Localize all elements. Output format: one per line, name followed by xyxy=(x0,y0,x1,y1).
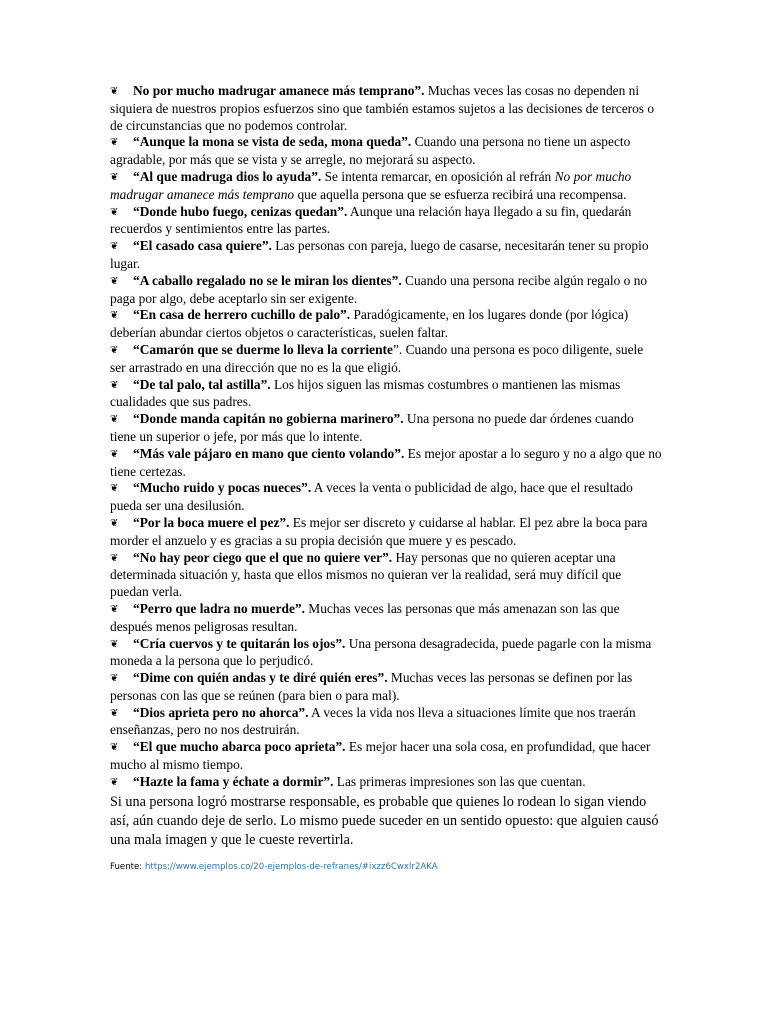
refranes-list xyxy=(110,83,662,850)
refran-explanation: Aunque una relación haya llegado a su fin, quedarán recuerdos y sentimientos entre las partes. xyxy=(110,203,632,237)
refran-explanation: Muchas veces las personas que más amenazan son las que después menos peligrosas resultan. xyxy=(110,600,620,634)
refran-item xyxy=(110,134,662,169)
fleuron-bullet-icon: ❦ xyxy=(110,483,119,495)
refran-item xyxy=(110,342,662,377)
refran-explanation: Una persona no puede dar órdenes cuando tiene un superior o jefe, por más que lo intente. xyxy=(110,411,634,444)
fleuron-bullet-icon: ❦ xyxy=(110,241,119,253)
refran-saying: “Hazte la fama y échate a dormir”. xyxy=(133,773,334,789)
source-line xyxy=(110,862,438,872)
refran-item xyxy=(110,273,662,308)
refran-saying: “El casado casa quiere”. xyxy=(133,238,272,254)
refran-item xyxy=(110,169,662,204)
fleuron-bullet-icon: ❦ xyxy=(110,448,119,460)
refran-saying: “Donde hubo fuego, cenizas quedan”. xyxy=(133,203,348,219)
refran-explanation: Cuando una persona recibe algún regalo o no paga por algo, debe aceptarlo sin ser exigente. xyxy=(110,272,648,306)
refran-item xyxy=(110,83,662,134)
refran-saying: “Donde manda capitán no gobierna marinero”. xyxy=(133,411,404,427)
fleuron-bullet-icon: ❦ xyxy=(110,275,119,287)
fleuron-bullet-icon: ❦ xyxy=(110,86,119,97)
refran-explanation: Las personas con pareja, luego de casarse, necesitarán tener su propio lugar. xyxy=(110,238,649,271)
continuation-paragraph: Si una persona logró mostrarse responsable, es probable que quienes lo rodean lo sigan viendo así, aún cuando deje de serlo. Lo mismo puede suceder en un sentido opuesto: que alguien causó una mala imagen y que le cueste revertirla. xyxy=(110,793,659,848)
fleuron-bullet-icon: ❦ xyxy=(110,171,119,183)
refran-item xyxy=(110,480,662,515)
refran-explanation: Las primeras impresiones son las que cuentan. xyxy=(333,773,586,789)
refran-saying: “Cría cuervos y te quitarán los ojos”. xyxy=(133,635,346,651)
fleuron-bullet-icon: ❦ xyxy=(110,776,119,788)
refran-item xyxy=(110,550,662,601)
refran-saying: “Por la boca muere el pez”. xyxy=(133,514,290,530)
refran-saying: No por mucho madrugar amanece más temprano”. xyxy=(133,83,425,98)
refran-saying: “Camarón que se duerme lo lleva la corriente xyxy=(133,341,393,357)
fleuron-bullet-icon: ❦ xyxy=(110,707,119,719)
fleuron-bullet-icon: ❦ xyxy=(110,517,119,529)
fleuron-bullet-icon: ❦ xyxy=(110,552,119,564)
refran-explanation: Los hijos siguen las mismas costumbres o mantienen las mismas cualidades que sus padres. xyxy=(110,376,621,410)
refran-item xyxy=(110,377,662,412)
refran-saying: “Más vale pájaro en mano que ciento volando”. xyxy=(133,445,405,461)
fleuron-bullet-icon: ❦ xyxy=(110,603,119,615)
refran-item xyxy=(110,705,662,740)
refran-italic-reference: No por mucho madrugar amanece más temprano xyxy=(110,168,632,202)
refran-item xyxy=(110,446,662,481)
refran-saying: “Dime con quién andas y te diré quién eres”. xyxy=(133,670,388,686)
fleuron-bullet-icon: ❦ xyxy=(110,137,119,149)
refran-saying: “Dios aprieta pero no ahorca”. xyxy=(133,704,309,720)
refran-explanation: Hay personas que no quieren aceptar una determinada situación y, hasta que ellos mismos no quieran ver la realidad, será muy difícil que puedan verla. xyxy=(110,549,622,600)
source-label: Fuente: xyxy=(110,862,145,872)
refran-explanation: Muchas veces las personas se definen por las personas con las que se reúnen (para bien o para mal). xyxy=(110,670,633,703)
refran-saying: “Al que madruga dios lo ayuda”. xyxy=(133,168,322,184)
refran-saying: “Aunque la mona se vista de seda, mona queda”. xyxy=(133,134,412,150)
refran-saying: “No hay peor ciego que el que no quiere ver”. xyxy=(133,549,393,565)
fleuron-bullet-icon: ❦ xyxy=(110,638,119,650)
fleuron-bullet-icon: ❦ xyxy=(110,344,119,356)
fleuron-bullet-icon: ❦ xyxy=(110,379,119,391)
refran-saying: “Perro que ladra no muerde”. xyxy=(133,600,305,616)
refran-item xyxy=(110,238,662,273)
refran-explanation: Cuando una persona no tiene un aspecto agradable, por más que se vista y se arregle, no mejorará su aspecto. xyxy=(110,134,631,168)
fleuron-bullet-icon: ❦ xyxy=(110,310,119,322)
refran-item xyxy=(110,204,662,239)
refran-explanation: Muchas veces las cosas no dependen ni siquiera de nuestros propios esfuerzos sino que también estamos sujetos a las decisiones de terceros o de circunstancias que no podemos controlar. xyxy=(110,83,655,133)
refran-item xyxy=(110,670,662,705)
refran-item xyxy=(110,601,662,636)
refran-item xyxy=(110,307,662,342)
fleuron-bullet-icon: ❦ xyxy=(110,206,119,218)
fleuron-bullet-icon: ❦ xyxy=(110,742,119,754)
refran-explanation: Una persona desagradecida, puede pagarle con la misma moneda a la persona que lo perjudicó. xyxy=(110,635,652,669)
refran-explanation-end: que aquella persona que se esfuerza recibirá una recompensa. xyxy=(294,186,627,202)
refran-explanation: ”. Cuando una persona es poco diligente, suele ser arrastrado en una dirección que no es la que eligió. xyxy=(110,341,644,375)
refran-saying: “El que mucho abarca poco aprieta”. xyxy=(133,739,346,755)
refran-saying: “En casa de herrero cuchillo de palo”. xyxy=(133,307,351,323)
refran-explanation: Paradógicamente, en los lugares donde (por lógica) deberían abundar ciertos objetos o características, suelen faltar. xyxy=(110,307,629,341)
refran-saying: “Mucho ruido y pocas nueces”. xyxy=(133,480,312,496)
refran-explanation: Es mejor hacer una sola cosa, en profundidad, que hacer mucho al mismo tiempo. xyxy=(110,739,651,773)
refran-saying: “A caballo regalado no se le miran los dientes”. xyxy=(133,272,402,288)
refran-explanation: Se intenta remarcar, en oposición al refrán xyxy=(321,168,555,184)
fleuron-bullet-icon: ❦ xyxy=(110,673,119,685)
refran-explanation: A veces la venta o publicidad de algo, hace que el resultado pueda ser una desilusión. xyxy=(110,480,633,514)
refran-saying: “De tal palo, tal astilla”. xyxy=(133,376,271,392)
refran-explanation: Es mejor apostar a lo seguro y no a algo que no tiene certezas. xyxy=(110,445,662,479)
fleuron-bullet-icon: ❦ xyxy=(110,414,119,426)
source-link[interactable]: https://www.ejemplos.co/20-ejemplos-de-refranes/#ixzz6Cwxlr2AKA xyxy=(144,862,438,872)
refran-explanation: A veces la vida nos lleva a situaciones límite que nos traerán enseñanzas, pero no nos destruirán. xyxy=(110,704,636,738)
refran-item xyxy=(110,411,662,446)
refran-item xyxy=(110,774,662,792)
refran-item xyxy=(110,515,662,550)
refran-item xyxy=(110,636,662,671)
refran-item xyxy=(110,739,662,774)
refran-explanation: Es mejor ser discreto y cuidarse al hablar. El pez abre la boca para morder el anzuelo y es gracias a su propia decisión que muere y es pescado. xyxy=(110,514,648,548)
